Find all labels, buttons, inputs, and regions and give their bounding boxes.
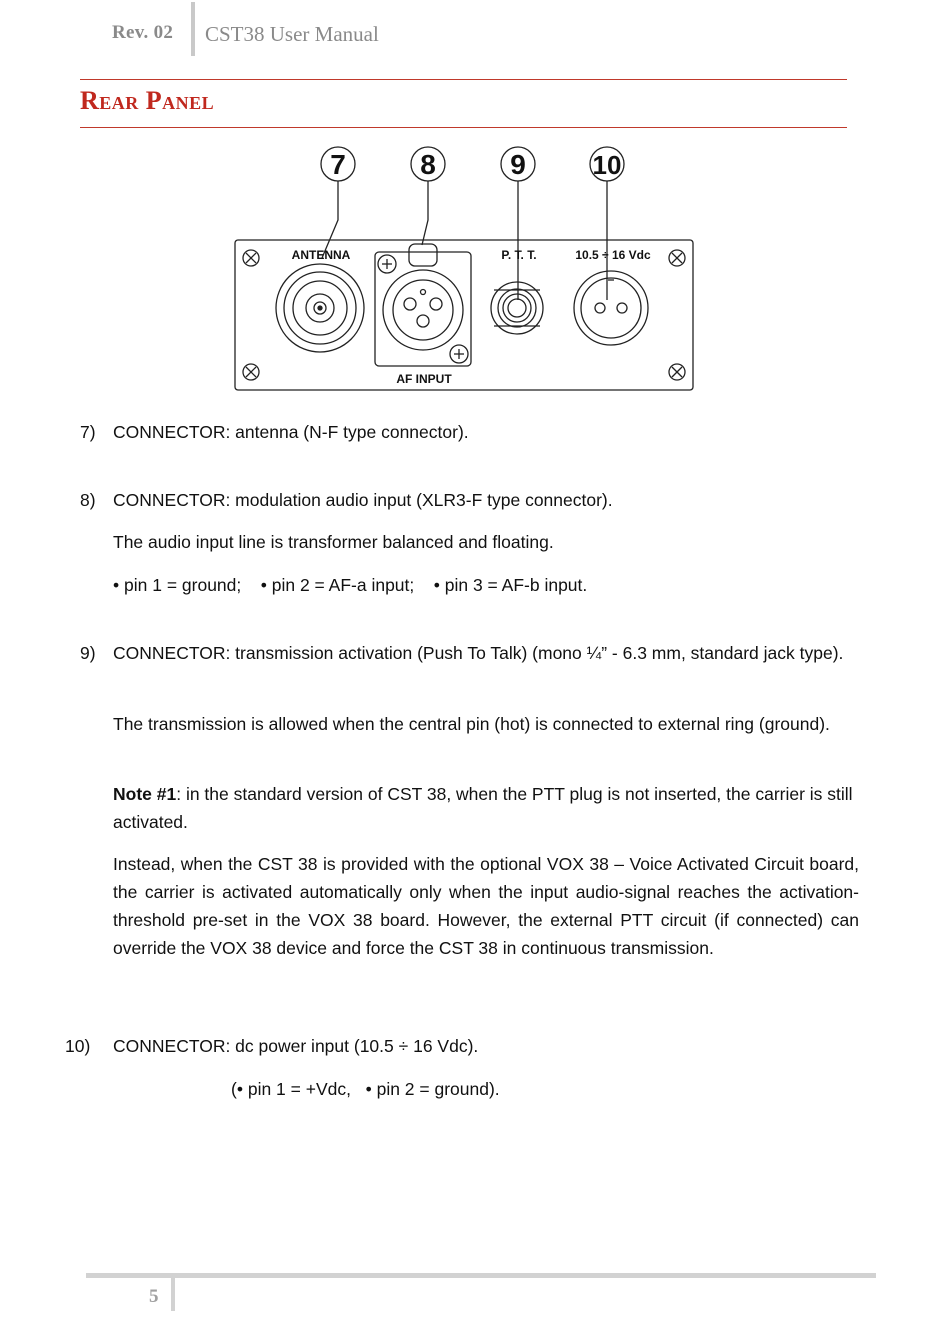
power-label: 10.5 ÷ 16 Vdc — [575, 248, 651, 262]
bullet: • — [260, 575, 267, 595]
bullet: • — [236, 1079, 243, 1099]
screw-bottom-left — [243, 364, 259, 380]
item-8-pins — [113, 571, 859, 599]
item-10-number: 10) — [65, 1036, 91, 1056]
bullet: • — [113, 575, 120, 595]
footer-divider — [171, 1273, 175, 1311]
item-8-number: 8) — [80, 490, 96, 510]
pin-3: pin 3 = AF-b input. — [444, 575, 588, 595]
title-rule-top — [80, 79, 847, 80]
xlr-screw-top — [378, 255, 396, 273]
pin-2: pin 2 = ground). — [376, 1079, 500, 1099]
screw-bottom-right — [669, 364, 685, 380]
callout-7: 7 — [330, 149, 346, 180]
revision-label: Rev. 02 — [112, 22, 174, 43]
page-header — [0, 0, 950, 70]
antenna-label: ANTENNA — [291, 248, 351, 262]
screw-top-left — [243, 250, 259, 266]
rear-panel-diagram — [230, 140, 700, 396]
xlr-screw-bottom — [450, 345, 468, 363]
panel-outline — [235, 240, 693, 390]
note-text: : in the standard version of CST 38, when the PTT plug is not inserted, the carrier is still activated. — [113, 784, 853, 832]
item-9-detail: The transmission is allowed when the central pin (hot) is connected to external ring (ground). — [113, 714, 830, 734]
item-7-text: CONNECTOR: antenna (N-F type connector). — [113, 422, 469, 442]
item-8-text: CONNECTOR: modulation audio input (XLR3-F type connector). — [113, 490, 613, 510]
item-10-pins: (• pin 1 = +Vdc, • pin 2 = ground). — [231, 1079, 500, 1099]
af-input-connector — [375, 244, 471, 366]
pin-1: pin 1 = +Vdc, — [247, 1079, 351, 1099]
section-title: Rear Panel — [80, 86, 215, 115]
callout-10: 10 — [592, 150, 622, 180]
bullet: • — [433, 575, 440, 595]
ptt-jack — [491, 282, 543, 334]
item-10-text: CONNECTOR: dc power input (10.5 ÷ 16 Vdc). — [113, 1036, 479, 1056]
item-9-text: CONNECTOR: transmission activation (Push To Talk) (mono ¼” - 6.3 mm, standard jack type). — [113, 643, 844, 663]
callout-8: 8 — [420, 149, 436, 180]
screw-top-right — [669, 250, 685, 266]
power-connector — [574, 271, 648, 345]
item-7-number: 7) — [80, 422, 96, 442]
ptt-label: P. T. T. — [501, 248, 537, 262]
manual-title: CST38 User Manual — [205, 22, 379, 46]
pin-2: pin 2 = AF-a input; — [271, 575, 415, 595]
page-number: 5 — [149, 1286, 159, 1307]
item-9-note — [113, 780, 859, 836]
item-9-number: 9) — [80, 643, 96, 663]
pin-1: pin 1 = ground; — [124, 575, 242, 595]
callout-9: 9 — [510, 149, 526, 180]
title-rule-bottom — [80, 127, 847, 128]
item-8-detail: The audio input line is transformer balanced and floating. — [113, 532, 554, 552]
leader-line-8 — [422, 181, 428, 245]
af-input-label: AF INPUT — [396, 372, 452, 386]
item-9-paragraph: Instead, when the CST 38 is provided with the optional VOX 38 – Voice Activated Circuit board, the carrier is activated automatically only when the input audio-signal reaches the activation-threshold pre-set in the VOX 38 board. However, the external PTT circuit (if connected) can override the VOX 38 device and force the CST 38 in continuous transmission. — [113, 854, 859, 958]
note-label: Note #1 — [113, 784, 177, 804]
bullet: • — [365, 1079, 372, 1099]
leader-line-7 — [322, 181, 338, 258]
header-divider — [191, 2, 195, 56]
footer-rule — [86, 1273, 876, 1278]
antenna-connector — [276, 264, 364, 352]
